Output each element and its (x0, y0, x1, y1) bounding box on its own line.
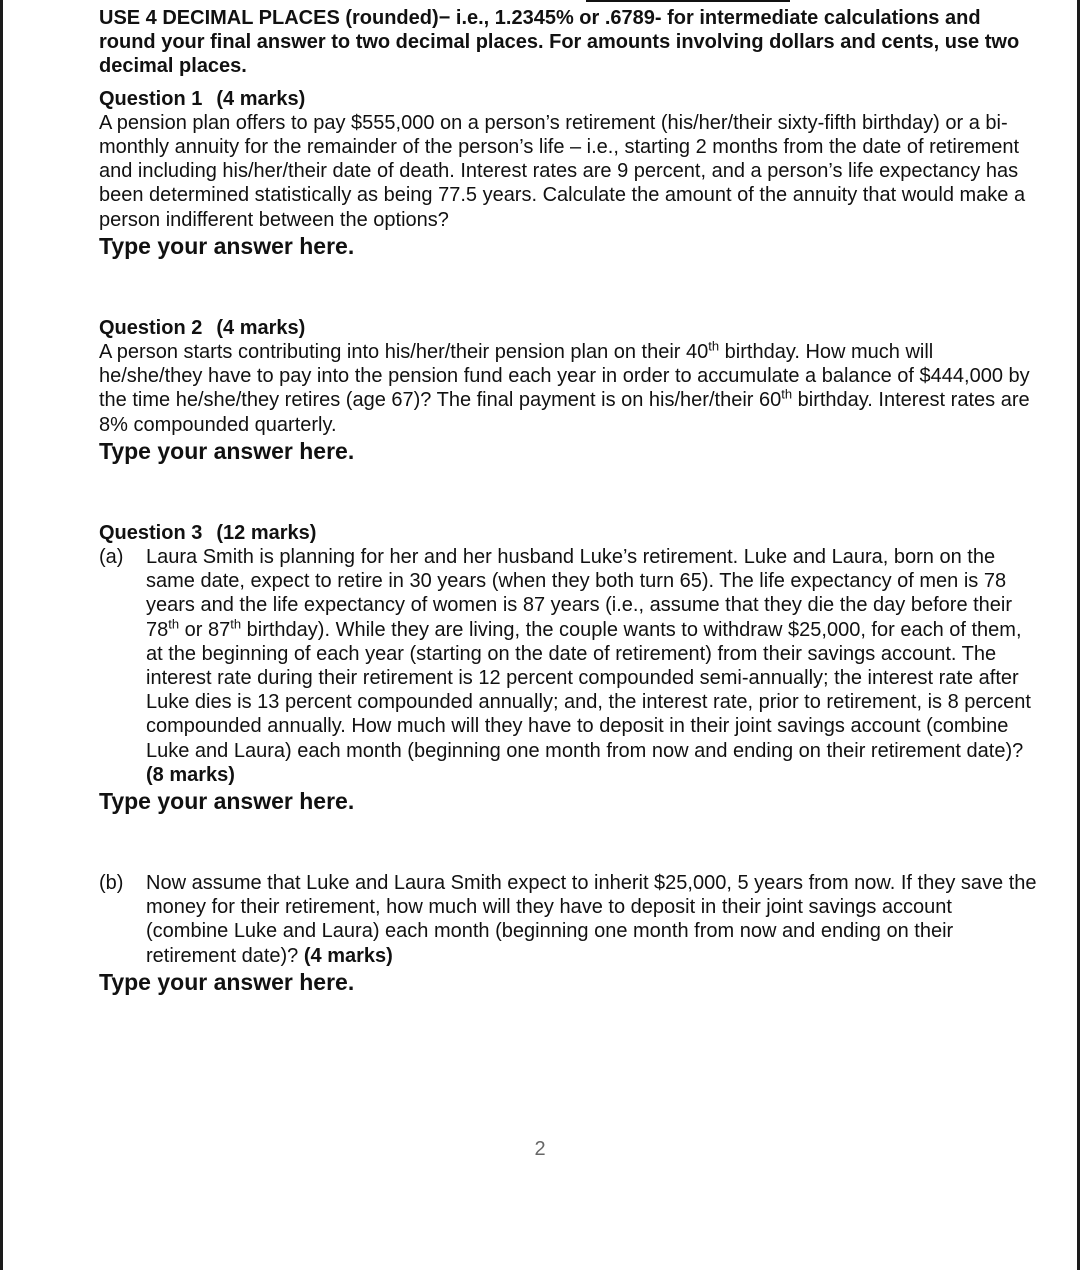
question-3a-text-part: or 87 (179, 618, 231, 641)
superscript-th: th (708, 338, 720, 354)
question-2-text (99, 340, 1039, 437)
question-2-answer-field[interactable]: Type your answer here. (99, 437, 355, 464)
question-3a-text (146, 545, 1039, 787)
superscript-th: th (781, 386, 793, 402)
question-3a-answer-field[interactable]: Type your answer here. (99, 788, 355, 815)
question-3-title: Question 3 (99, 521, 203, 544)
question-2-text-part: birthday. Interest rates are 8% compounded quarterly. (99, 389, 1030, 436)
document-content (99, 6, 1039, 996)
question-1-heading (99, 87, 1039, 111)
question-3a-marks: (8 marks) (146, 763, 235, 786)
rounding-instructions: USE 4 DECIMAL PLACES (rounded)− i.e., 1.2345% or .6789- for intermediate calculations and round your final answer to two decimal places. For amounts involving dollars and cents, use two decimal places. (99, 7, 1020, 78)
question-2-text-part: A person starts contributing into his/her/their pension plan on their 40 (99, 341, 709, 364)
question-2-marks: (4 marks) (216, 316, 306, 339)
question-3b-text (146, 871, 1039, 968)
left-border (0, 0, 3, 1270)
question-3-marks: (12 marks) (216, 521, 317, 544)
superscript-th: th (168, 616, 180, 631)
question-3b-answer-field[interactable]: Type your answer here. (99, 968, 355, 995)
question-1-marks: (4 marks) (216, 87, 306, 110)
question-2-title: Question 2 (99, 316, 203, 339)
student-number-underline (586, 0, 790, 2)
question-2-text-part: birthday. How much will he/she/they have to pay into the pension fund each year in order to accumulate a balance of $444,000 by the time he/she/they retires (age 67)? The final payment is on his/her/their 60 (99, 341, 1030, 412)
question-3a-label: (a) (99, 546, 124, 569)
question-3b-marks: (4 marks) (303, 944, 393, 967)
question-3-heading (99, 521, 1039, 545)
question-3a-text-part: Laura Smith is planning for her and her husband Luke’s retirement. Luke and Laura, born on the same date, expect to retire in 30 years (when they both turn 65). The life expectancy of men is 78 years and the life expectancy of women is 87 years (i.e., assume that they die the day before their 78 (146, 546, 1013, 641)
question-3b (99, 871, 1039, 968)
question-1-title: Question 1 (99, 87, 203, 110)
question-1-answer-field[interactable]: Type your answer here. (99, 232, 355, 259)
question-3a-text-part: birthday). While they are living, the couple wants to withdraw $25,000, for each of them, at the beginning of each year (starting on the date of retirement) from their savings account. The interest rate during their retirement is 12 percent compounded semi-annually; the interest rate after Luke dies is 13 percent compounded annually; and, the interest rate, prior to retirement, is 8 percent compounded annually. How much will they have to deposit in their joint savings account (combine Luke and Laura) each month (beginning one month from now and ending on their retirement date)? (146, 618, 1031, 762)
question-2-heading (99, 316, 1039, 340)
question-1-text: A pension plan offers to pay $555,000 on a person’s retirement (his/her/their sixty-fifth birthday) or a bi-monthly annuity for the remainder of the person’s life – i.e., starting 2 months from the date of retirement and including his/her/their date of death. Interest rates are 9 percent, and a person’s life expectancy has been determined statistically as being 77.5 years. Calculate the amount of the annuity that would make a person indifferent between the options? (99, 111, 1026, 231)
question-3b-label: (b) (99, 872, 124, 895)
question-3b-text-part: Now assume that Luke and Laura Smith expect to inherit $25,000, 5 years from now. If they save the money for their retirement, how much will they have to deposit in their joint savings account (combine Luke and Laura) each month (beginning one month from now and ending on their retirement date)? (146, 872, 1037, 967)
page-number: 2 (534, 1138, 546, 1160)
superscript-th: th (230, 616, 242, 631)
question-3a (99, 545, 1039, 787)
